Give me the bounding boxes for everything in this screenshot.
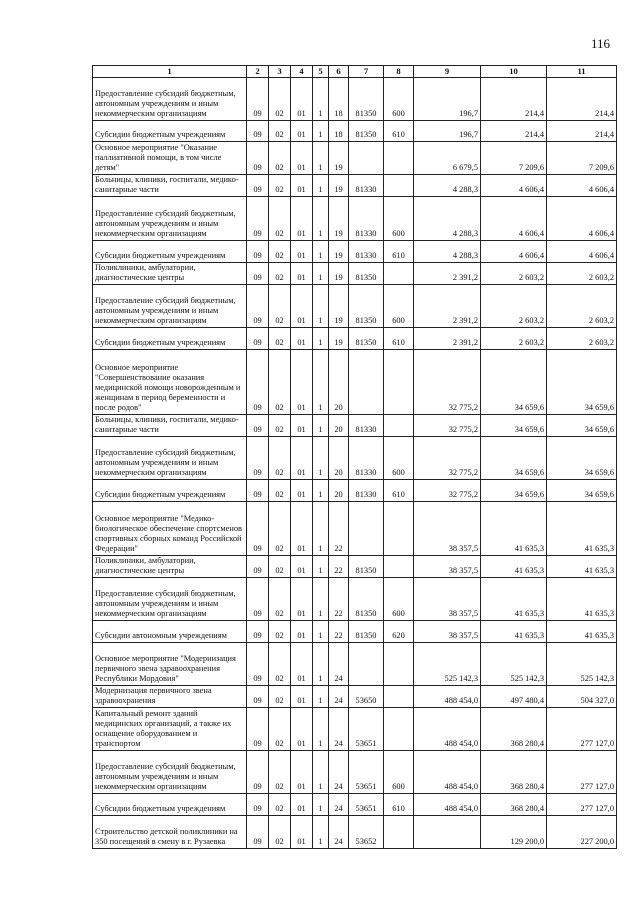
code-cell xyxy=(384,263,414,285)
code-cell: 1 xyxy=(313,142,329,175)
code-cell: 01 xyxy=(291,794,313,816)
code-cell: 01 xyxy=(291,751,313,794)
amount-cell: 497 480,4 xyxy=(481,686,547,708)
code-cell: 09 xyxy=(247,415,269,437)
code-cell: 09 xyxy=(247,78,269,121)
amount-cell: 4 606,4 xyxy=(547,241,617,263)
amount-cell: 34 659,6 xyxy=(481,480,547,502)
code-cell: 01 xyxy=(291,78,313,121)
amount-cell: 32 775,2 xyxy=(414,350,481,415)
code-cell: 19 xyxy=(329,263,349,285)
amount-cell: 277 127,0 xyxy=(547,794,617,816)
code-cell: 81330 xyxy=(349,241,384,263)
amount-cell: 7 209,6 xyxy=(547,142,617,175)
code-cell: 01 xyxy=(291,175,313,197)
row-name-cell: Субсидии бюджетным учреждениям xyxy=(93,480,247,502)
code-cell: 09 xyxy=(247,686,269,708)
table-row xyxy=(93,415,617,437)
code-cell: 20 xyxy=(329,350,349,415)
code-cell: 02 xyxy=(269,794,291,816)
table-row xyxy=(93,437,617,480)
amount-cell: 34 659,6 xyxy=(481,437,547,480)
code-cell: 09 xyxy=(247,263,269,285)
amount-cell: 2 603,2 xyxy=(481,285,547,328)
amount-cell: 34 659,6 xyxy=(547,350,617,415)
code-cell: 01 xyxy=(291,263,313,285)
row-name-cell: Предоставление субсидий бюджетным, автономным учреждениям и иным некоммерческим организациям xyxy=(93,78,247,121)
code-cell: 600 xyxy=(384,751,414,794)
code-cell: 610 xyxy=(384,241,414,263)
row-name-cell: Основное мероприятие "Медико-биологическое обеспечение спортсменов спортивных сборных команд Российской Федерации" xyxy=(93,502,247,556)
code-cell: 02 xyxy=(269,556,291,578)
amount-cell: 41 635,3 xyxy=(547,556,617,578)
code-cell: 81350 xyxy=(349,556,384,578)
table-row xyxy=(93,328,617,350)
code-cell xyxy=(349,350,384,415)
code-cell: 24 xyxy=(329,816,349,849)
row-name-cell: Основное мероприятие "Модернизация первичного звена здравоохранения Республики Мордовия" xyxy=(93,643,247,686)
code-cell: 1 xyxy=(313,643,329,686)
code-cell: 22 xyxy=(329,556,349,578)
code-cell: 81350 xyxy=(349,263,384,285)
amount-cell: 525 142,3 xyxy=(547,643,617,686)
amount-cell: 4 288,3 xyxy=(414,175,481,197)
code-cell xyxy=(384,643,414,686)
table-row xyxy=(93,480,617,502)
table-row xyxy=(93,621,617,643)
table-row xyxy=(93,78,617,121)
code-cell: 01 xyxy=(291,415,313,437)
amount-cell: 4 288,3 xyxy=(414,197,481,241)
code-cell: 81350 xyxy=(349,78,384,121)
code-cell: 620 xyxy=(384,621,414,643)
code-cell: 09 xyxy=(247,751,269,794)
code-cell: 02 xyxy=(269,263,291,285)
amount-cell: 6 679,5 xyxy=(414,142,481,175)
row-name-cell: Предоставление субсидий бюджетным, автономным учреждениям и иным некоммерческим организациям xyxy=(93,197,247,241)
code-cell: 53651 xyxy=(349,794,384,816)
code-cell xyxy=(384,708,414,751)
header-cell: 4 xyxy=(291,66,313,78)
code-cell: 18 xyxy=(329,121,349,142)
code-cell: 01 xyxy=(291,708,313,751)
code-cell: 1 xyxy=(313,578,329,621)
row-name-cell: Основное мероприятие "Совершенствование оказания медицинской помощи новорожденным и женщинам в период беременности и после родов" xyxy=(93,350,247,415)
code-cell: 01 xyxy=(291,350,313,415)
budget-table xyxy=(92,65,617,849)
code-cell: 1 xyxy=(313,816,329,849)
code-cell: 09 xyxy=(247,175,269,197)
table-row xyxy=(93,197,617,241)
amount-cell: 488 454,0 xyxy=(414,794,481,816)
amount-cell: 2 603,2 xyxy=(547,263,617,285)
code-cell: 01 xyxy=(291,437,313,480)
code-cell xyxy=(384,175,414,197)
code-cell: 81330 xyxy=(349,480,384,502)
amount-cell: 32 775,2 xyxy=(414,437,481,480)
amount-cell: 41 635,3 xyxy=(547,621,617,643)
amount-cell: 41 635,3 xyxy=(481,621,547,643)
code-cell: 610 xyxy=(384,121,414,142)
code-cell: 01 xyxy=(291,686,313,708)
code-cell: 1 xyxy=(313,175,329,197)
header-cell: 5 xyxy=(313,66,329,78)
code-cell: 01 xyxy=(291,328,313,350)
code-cell: 09 xyxy=(247,285,269,328)
amount-cell: 38 357,5 xyxy=(414,502,481,556)
row-name-cell: Больницы, клиники, госпитали, медико-санитарные части xyxy=(93,415,247,437)
code-cell xyxy=(349,502,384,556)
code-cell: 53651 xyxy=(349,708,384,751)
code-cell: 02 xyxy=(269,241,291,263)
row-name-cell: Модернизация первичного звена здравоохранения xyxy=(93,686,247,708)
code-cell: 02 xyxy=(269,686,291,708)
row-name-cell: Поликлиники, амбулатории, диагностические центры xyxy=(93,556,247,578)
amount-cell: 34 659,6 xyxy=(481,415,547,437)
code-cell: 53650 xyxy=(349,686,384,708)
code-cell: 02 xyxy=(269,643,291,686)
code-cell: 1 xyxy=(313,480,329,502)
code-cell: 81330 xyxy=(349,437,384,480)
amount-cell: 277 127,0 xyxy=(547,708,617,751)
amount-cell: 4 606,4 xyxy=(547,175,617,197)
code-cell: 01 xyxy=(291,502,313,556)
code-cell: 24 xyxy=(329,751,349,794)
code-cell: 20 xyxy=(329,480,349,502)
code-cell xyxy=(384,142,414,175)
row-name-cell: Строительство детской поликлиники на 350 посещений в смену в г. Рузаевка xyxy=(93,816,247,849)
amount-cell: 38 357,5 xyxy=(414,621,481,643)
code-cell: 01 xyxy=(291,578,313,621)
code-cell: 81330 xyxy=(349,175,384,197)
code-cell: 81330 xyxy=(349,415,384,437)
table-row xyxy=(93,794,617,816)
code-cell xyxy=(384,350,414,415)
table-row xyxy=(93,142,617,175)
amount-cell: 214,4 xyxy=(547,121,617,142)
code-cell: 24 xyxy=(329,708,349,751)
code-cell: 01 xyxy=(291,285,313,328)
code-cell: 24 xyxy=(329,686,349,708)
amount-cell: 4 606,4 xyxy=(481,175,547,197)
code-cell: 1 xyxy=(313,121,329,142)
code-cell: 02 xyxy=(269,751,291,794)
code-cell: 19 xyxy=(329,328,349,350)
table-row xyxy=(93,556,617,578)
code-cell: 02 xyxy=(269,621,291,643)
code-cell: 09 xyxy=(247,621,269,643)
code-cell xyxy=(384,502,414,556)
code-cell: 53652 xyxy=(349,816,384,849)
header-cell: 7 xyxy=(349,66,384,78)
table-row xyxy=(93,643,617,686)
amount-cell: 214,4 xyxy=(481,121,547,142)
code-cell: 1 xyxy=(313,78,329,121)
amount-cell: 2 603,2 xyxy=(547,285,617,328)
code-cell: 09 xyxy=(247,556,269,578)
code-cell: 01 xyxy=(291,643,313,686)
table-row xyxy=(93,816,617,849)
code-cell: 600 xyxy=(384,78,414,121)
code-cell: 01 xyxy=(291,621,313,643)
code-cell: 1 xyxy=(313,263,329,285)
code-cell: 01 xyxy=(291,197,313,241)
code-cell: 1 xyxy=(313,686,329,708)
amount-cell: 2 603,2 xyxy=(547,328,617,350)
row-name-cell: Субсидии бюджетным учреждениям xyxy=(93,121,247,142)
code-cell: 02 xyxy=(269,328,291,350)
row-name-cell: Субсидии бюджетным учреждениям xyxy=(93,328,247,350)
amount-cell: 7 209,6 xyxy=(481,142,547,175)
code-cell: 610 xyxy=(384,328,414,350)
code-cell: 1 xyxy=(313,328,329,350)
code-cell: 22 xyxy=(329,578,349,621)
header-cell: 8 xyxy=(384,66,414,78)
code-cell: 610 xyxy=(384,794,414,816)
table-row xyxy=(93,751,617,794)
code-cell: 09 xyxy=(247,708,269,751)
amount-cell: 368 280,4 xyxy=(481,751,547,794)
table-row xyxy=(93,686,617,708)
row-name-cell: Субсидии автономным учреждениям xyxy=(93,621,247,643)
code-cell: 02 xyxy=(269,415,291,437)
code-cell: 81350 xyxy=(349,328,384,350)
amount-cell: 4 606,4 xyxy=(481,197,547,241)
code-cell: 53651 xyxy=(349,751,384,794)
code-cell: 1 xyxy=(313,751,329,794)
header-cell: 1 xyxy=(93,66,247,78)
header-cell: 11 xyxy=(547,66,617,78)
amount-cell: 277 127,0 xyxy=(547,751,617,794)
table-header-row xyxy=(93,66,617,78)
row-name-cell: Капитальный ремонт зданий медицинских организаций, а также их оснащение оборудованием и транспортом xyxy=(93,708,247,751)
amount-cell: 2 391,2 xyxy=(414,285,481,328)
table-row xyxy=(93,241,617,263)
code-cell: 02 xyxy=(269,285,291,328)
code-cell: 09 xyxy=(247,328,269,350)
amount-cell: 525 142,3 xyxy=(414,643,481,686)
amount-cell: 2 603,2 xyxy=(481,263,547,285)
code-cell: 19 xyxy=(329,142,349,175)
code-cell: 02 xyxy=(269,578,291,621)
amount-cell: 32 775,2 xyxy=(414,415,481,437)
amount-cell: 368 280,4 xyxy=(481,794,547,816)
code-cell: 1 xyxy=(313,415,329,437)
code-cell: 1 xyxy=(313,241,329,263)
code-cell: 02 xyxy=(269,142,291,175)
code-cell xyxy=(384,556,414,578)
code-cell: 09 xyxy=(247,816,269,849)
code-cell xyxy=(349,142,384,175)
amount-cell: 525 142,3 xyxy=(481,643,547,686)
row-name-cell: Субсидии бюджетным учреждениям xyxy=(93,241,247,263)
amount-cell: 2 391,2 xyxy=(414,263,481,285)
code-cell: 1 xyxy=(313,197,329,241)
code-cell: 09 xyxy=(247,578,269,621)
code-cell: 20 xyxy=(329,415,349,437)
table-row xyxy=(93,708,617,751)
code-cell: 600 xyxy=(384,578,414,621)
code-cell: 09 xyxy=(247,350,269,415)
table-row xyxy=(93,502,617,556)
code-cell: 09 xyxy=(247,142,269,175)
amount-cell xyxy=(414,816,481,849)
amount-cell: 41 635,3 xyxy=(481,502,547,556)
table-row xyxy=(93,121,617,142)
amount-cell: 32 775,2 xyxy=(414,480,481,502)
code-cell: 02 xyxy=(269,480,291,502)
amount-cell: 34 659,6 xyxy=(481,350,547,415)
code-cell: 02 xyxy=(269,350,291,415)
code-cell xyxy=(349,643,384,686)
amount-cell: 4 288,3 xyxy=(414,241,481,263)
code-cell: 1 xyxy=(313,556,329,578)
amount-cell: 41 635,3 xyxy=(547,502,617,556)
page-number: 116 xyxy=(590,36,610,51)
code-cell xyxy=(384,415,414,437)
amount-cell: 41 635,3 xyxy=(481,556,547,578)
table-body xyxy=(93,78,617,849)
code-cell: 01 xyxy=(291,816,313,849)
code-cell: 09 xyxy=(247,643,269,686)
table-row xyxy=(93,578,617,621)
code-cell: 81350 xyxy=(349,285,384,328)
code-cell: 610 xyxy=(384,480,414,502)
amount-cell: 34 659,6 xyxy=(547,415,617,437)
amount-cell: 38 357,5 xyxy=(414,556,481,578)
table-row xyxy=(93,175,617,197)
amount-cell: 227 200,0 xyxy=(547,816,617,849)
amount-cell: 196,7 xyxy=(414,121,481,142)
code-cell: 09 xyxy=(247,197,269,241)
code-cell: 01 xyxy=(291,556,313,578)
code-cell: 02 xyxy=(269,816,291,849)
code-cell: 01 xyxy=(291,121,313,142)
code-cell: 81350 xyxy=(349,578,384,621)
code-cell: 1 xyxy=(313,708,329,751)
row-name-cell: Предоставление субсидий бюджетным, автономным учреждениям и иным некоммерческим организациям xyxy=(93,437,247,480)
header-cell: 3 xyxy=(269,66,291,78)
code-cell: 02 xyxy=(269,175,291,197)
amount-cell: 41 635,3 xyxy=(547,578,617,621)
header-cell: 2 xyxy=(247,66,269,78)
amount-cell: 488 454,0 xyxy=(414,686,481,708)
code-cell: 600 xyxy=(384,197,414,241)
code-cell: 600 xyxy=(384,285,414,328)
amount-cell: 214,4 xyxy=(547,78,617,121)
header-cell: 10 xyxy=(481,66,547,78)
code-cell: 01 xyxy=(291,241,313,263)
code-cell: 09 xyxy=(247,437,269,480)
code-cell xyxy=(384,816,414,849)
amount-cell: 488 454,0 xyxy=(414,708,481,751)
code-cell: 1 xyxy=(313,621,329,643)
code-cell: 1 xyxy=(313,437,329,480)
header-cell: 6 xyxy=(329,66,349,78)
amount-cell: 368 280,4 xyxy=(481,708,547,751)
code-cell: 18 xyxy=(329,78,349,121)
code-cell: 19 xyxy=(329,175,349,197)
table-row xyxy=(93,350,617,415)
code-cell: 81330 xyxy=(349,197,384,241)
row-name-cell: Предоставление субсидий бюджетным, автономным учреждениям и иным некоммерческим организациям xyxy=(93,285,247,328)
amount-cell: 129 200,0 xyxy=(481,816,547,849)
code-cell: 1 xyxy=(313,502,329,556)
amount-cell: 34 659,6 xyxy=(547,480,617,502)
row-name-cell: Субсидии бюджетным учреждениям xyxy=(93,794,247,816)
row-name-cell: Предоставление субсидий бюджетным, автономным учреждениям и иным некоммерческим организациям xyxy=(93,751,247,794)
table-row xyxy=(93,263,617,285)
code-cell: 22 xyxy=(329,621,349,643)
row-name-cell: Предоставление субсидий бюджетным, автономным учреждениям и иным некоммерческим организациям xyxy=(93,578,247,621)
code-cell: 81350 xyxy=(349,621,384,643)
code-cell: 02 xyxy=(269,78,291,121)
amount-cell: 504 327,0 xyxy=(547,686,617,708)
amount-cell: 38 357,5 xyxy=(414,578,481,621)
amount-cell: 4 606,4 xyxy=(481,241,547,263)
code-cell: 600 xyxy=(384,437,414,480)
code-cell: 1 xyxy=(313,794,329,816)
code-cell: 1 xyxy=(313,285,329,328)
code-cell: 20 xyxy=(329,437,349,480)
amount-cell: 41 635,3 xyxy=(481,578,547,621)
code-cell: 81350 xyxy=(349,121,384,142)
header-cell: 9 xyxy=(414,66,481,78)
amount-cell: 196,7 xyxy=(414,78,481,121)
code-cell: 02 xyxy=(269,708,291,751)
code-cell: 02 xyxy=(269,197,291,241)
code-cell: 01 xyxy=(291,480,313,502)
code-cell: 24 xyxy=(329,794,349,816)
code-cell: 09 xyxy=(247,794,269,816)
code-cell: 1 xyxy=(313,350,329,415)
table-row xyxy=(93,285,617,328)
code-cell: 02 xyxy=(269,502,291,556)
row-name-cell: Больницы, клиники, госпитали, медико-санитарные части xyxy=(93,175,247,197)
code-cell: 09 xyxy=(247,502,269,556)
code-cell: 02 xyxy=(269,437,291,480)
code-cell: 19 xyxy=(329,285,349,328)
amount-cell: 2 391,2 xyxy=(414,328,481,350)
amount-cell: 214,4 xyxy=(481,78,547,121)
amount-cell: 34 659,6 xyxy=(547,437,617,480)
amount-cell: 2 603,2 xyxy=(481,328,547,350)
code-cell: 09 xyxy=(247,480,269,502)
amount-cell: 4 606,4 xyxy=(547,197,617,241)
code-cell: 09 xyxy=(247,121,269,142)
row-name-cell: Основное мероприятие "Оказание паллиативной помощи, в том числе детям" xyxy=(93,142,247,175)
code-cell: 01 xyxy=(291,142,313,175)
row-name-cell: Поликлиники, амбулатории, диагностические центры xyxy=(93,263,247,285)
amount-cell: 488 454,0 xyxy=(414,751,481,794)
code-cell: 02 xyxy=(269,121,291,142)
code-cell xyxy=(384,686,414,708)
code-cell: 09 xyxy=(247,241,269,263)
code-cell: 24 xyxy=(329,643,349,686)
code-cell: 19 xyxy=(329,241,349,263)
code-cell: 22 xyxy=(329,502,349,556)
code-cell: 19 xyxy=(329,197,349,241)
